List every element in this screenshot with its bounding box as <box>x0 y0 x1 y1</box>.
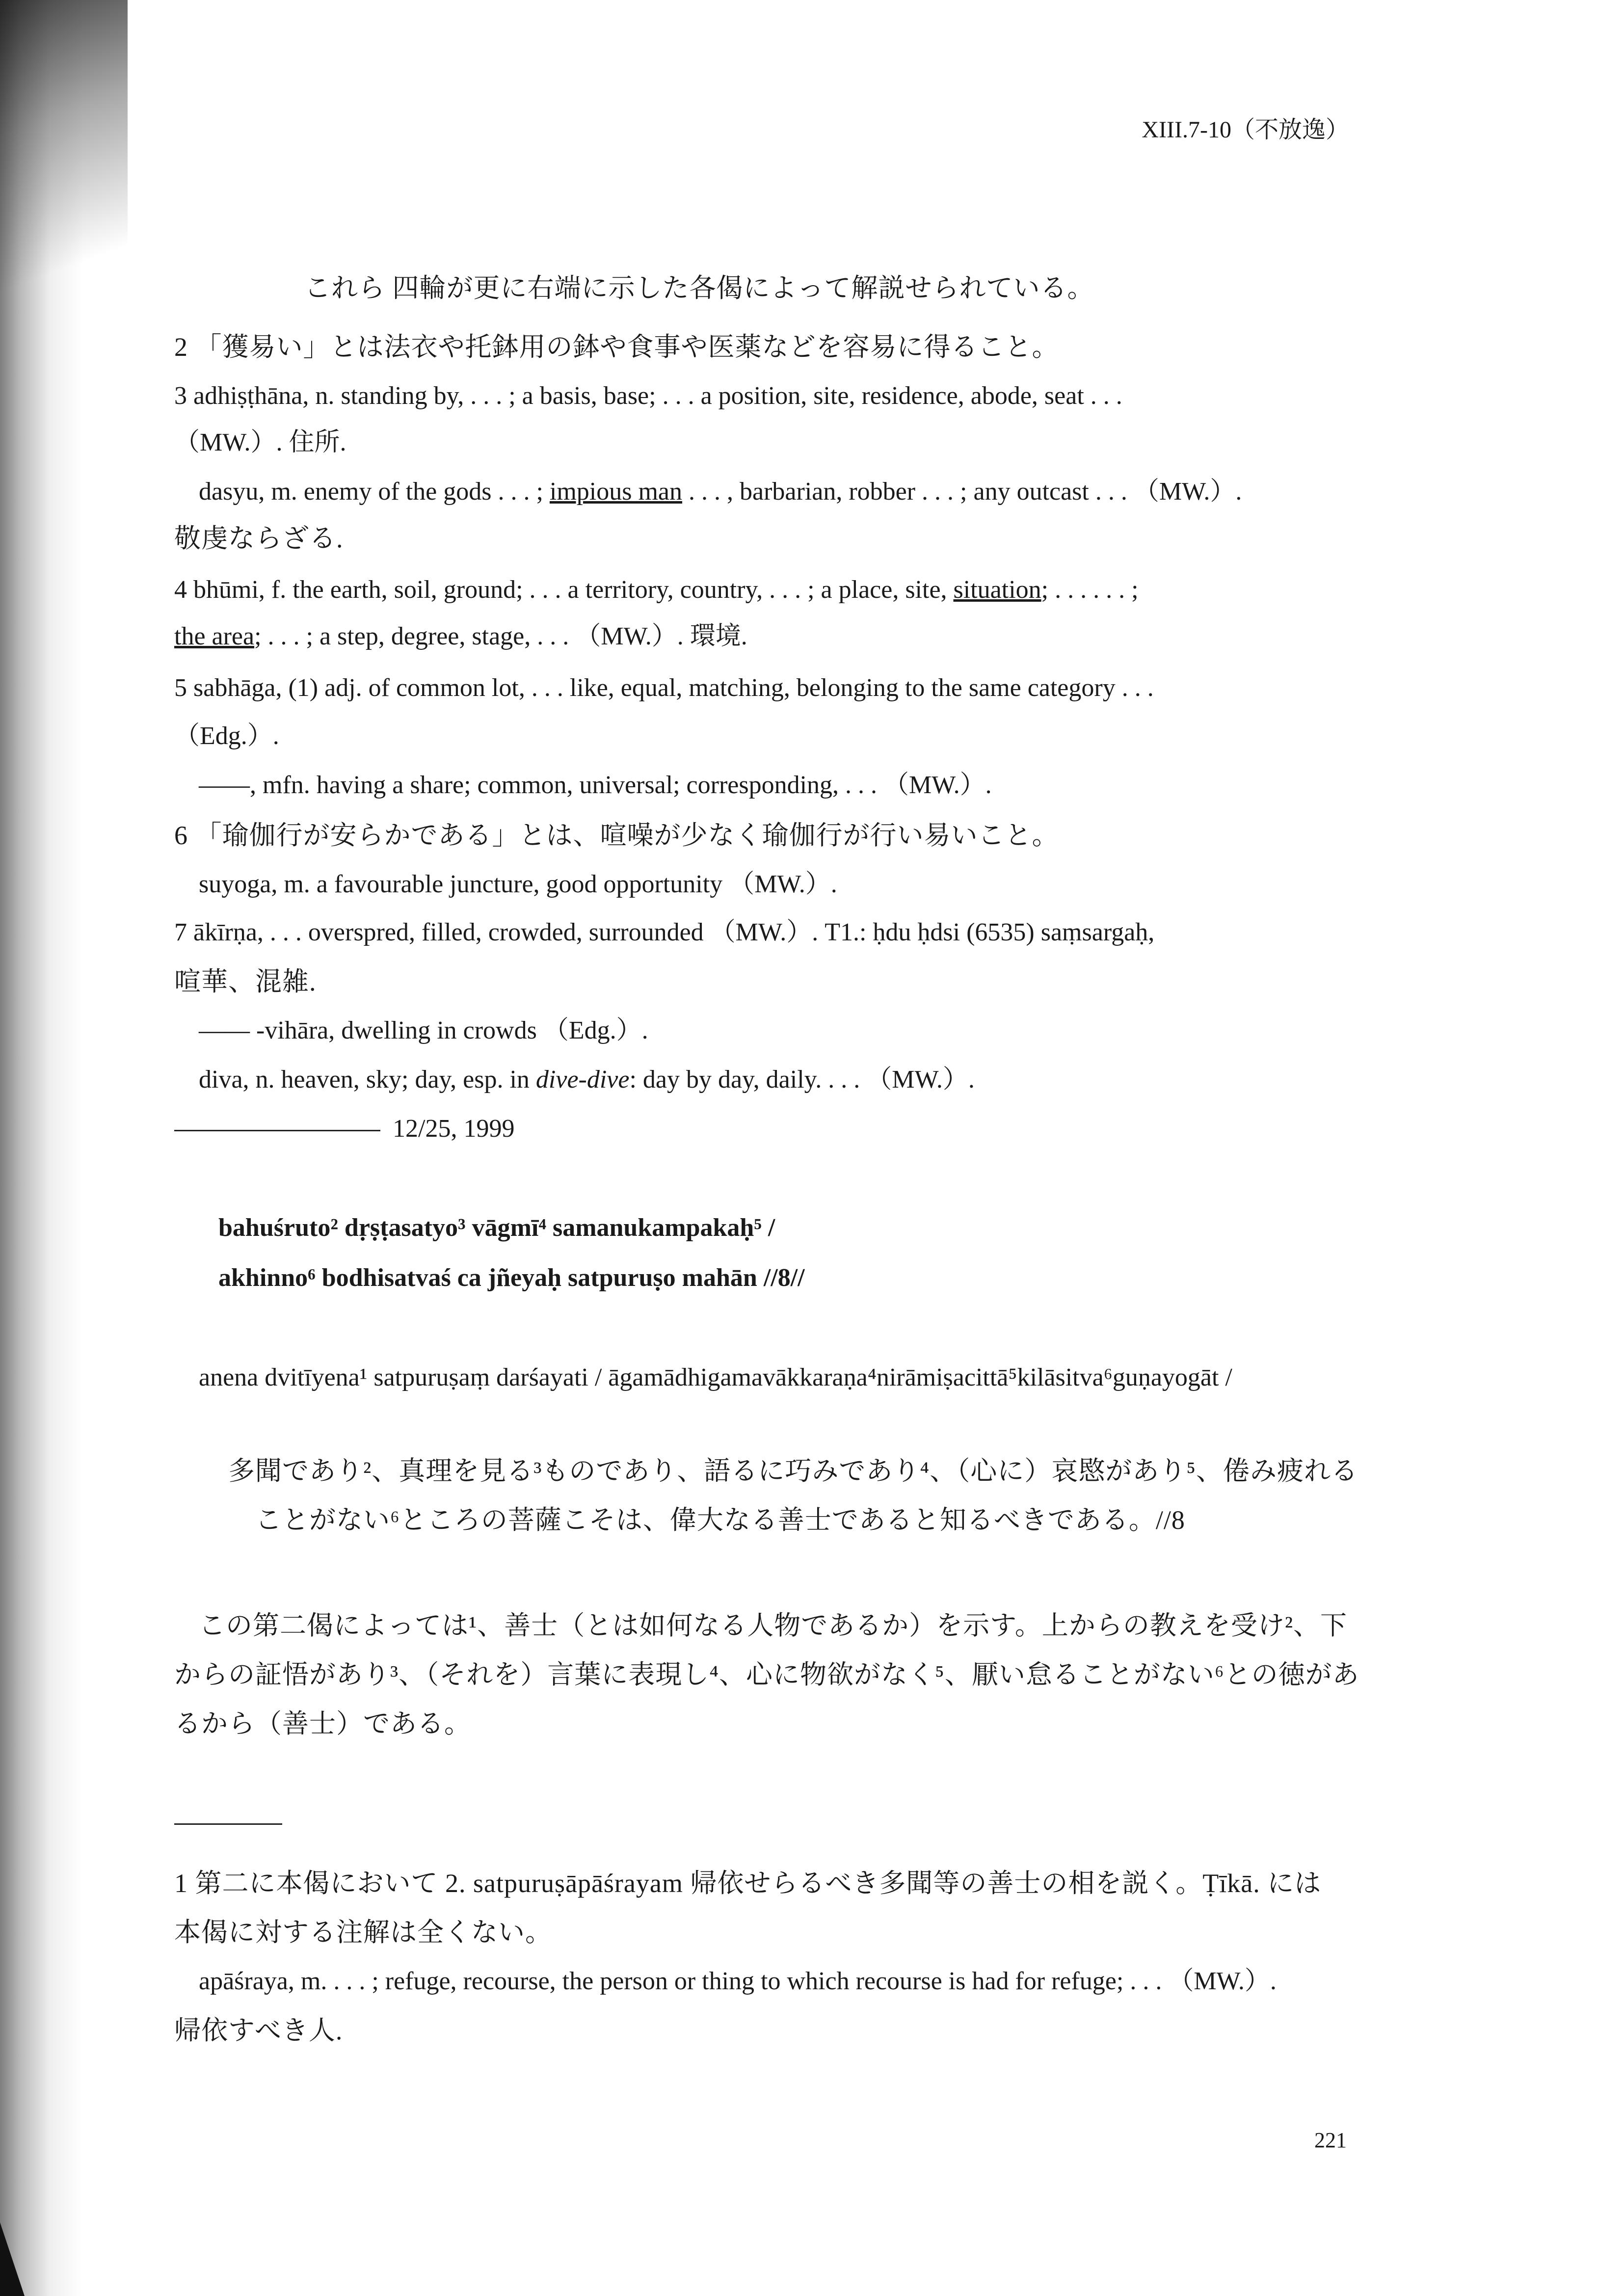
translation-line-1: 多聞であり²、真理を見る³ものであり、語るに巧みであり⁴、（心に）哀愍があり⁵、倦み疲れる <box>228 1456 1358 1486</box>
footnote-3-dasyu <box>199 476 1242 507</box>
scan-shadow-top <box>0 0 128 344</box>
note-1-line2: 本偈に対する注解は全くない。 <box>174 1918 552 1947</box>
footnote-5-line2: （Edg.）. <box>174 722 279 750</box>
explanation-line-3: るから（善士）である。 <box>174 1709 471 1738</box>
footnote-7-line3: ―― -vihāra, dwelling in crowds （Edg.）. <box>199 1016 648 1044</box>
footnote-separator <box>174 1823 282 1825</box>
note-1-line3: apāśraya, m. . . . ; refuge, recourse, the person or thing to which recourse is had for refuge; . . . （MW.）. <box>199 1967 1277 1995</box>
footnote-2: 2 「獲易い」とは法衣や托鉢用の鉢や食事や医薬などを容易に得ること。 <box>174 332 1059 362</box>
scan-shadow-left <box>0 0 83 2296</box>
footnote-6-line1: 6 「瑜伽行が安らかである」とは、喧噪が少なく瑜伽行が行い易いこと。 <box>174 821 1059 850</box>
footnote-3-line4: 敬虔ならざる. <box>174 524 344 553</box>
footnote-3-line1: 3 adhiṣṭhāna, n. standing by, . . . ; a basis, base; . . . a position, site, residence, abode, seat . . . <box>174 382 1122 410</box>
note-1-line1: 1 第二に本偈において 2. satpuruṣāpāśrayam 帰依せらるべき多聞等の善士の相を説く。Ṭīkā. には <box>174 1869 1322 1898</box>
footnote-4-line2 <box>174 621 747 652</box>
footnote-5-line3: ――, mfn. having a share; common, universal; corresponding, . . . （MW.）. <box>199 771 992 799</box>
bhumi-post: ; . . . . . . ; <box>1041 576 1139 604</box>
diva-pre: diva, n. heaven, sky; day, esp. in <box>199 1066 536 1094</box>
footnote-3-line2: （MW.）. 住所. <box>174 428 346 456</box>
footnote-intro: これら 四輪が更に右端に示した各偈によって解説せられている。 <box>304 273 1094 303</box>
explanation-line-1: この第二偈によっては¹、善士（とは如何なる人物であるか）を示す。上からの教えを受け²、下 <box>199 1611 1348 1640</box>
verse-line-2: akhinno⁶ bodhisatvaś ca jñeyaḥ satpuruṣo mahān //8// <box>218 1264 805 1292</box>
footnote-5-line1: 5 sabhāga, (1) adj. of common lot, . . . like, equal, matching, belonging to the same category . . . <box>174 674 1154 702</box>
note-1-line4: 帰依すべき人. <box>174 2016 343 2045</box>
dasyu-underlined: impious man <box>549 478 683 506</box>
bhumi-pre: 4 bhūmi, f. the earth, soil, ground; . . . a territory, country, . . . ; a place, site, <box>174 576 954 604</box>
footnote-4-line1 <box>174 574 1139 606</box>
date-line: 12/25, 1999 <box>393 1115 515 1143</box>
footnote-6-line2: suyoga, m. a favourable juncture, good opportunity （MW.）. <box>199 870 837 898</box>
dasyu-pre: dasyu, m. enemy of the gods . . . ; <box>199 478 550 506</box>
running-header: XIII.7-10（不放逸） <box>1142 117 1349 143</box>
footnote-7-line4 <box>199 1064 975 1095</box>
verse-line-1: bahuśruto² dṛṣṭasatyo³ vāgmī⁴ samanukampakaḥ⁵ / <box>218 1214 775 1242</box>
page-number: 221 <box>1314 2128 1347 2152</box>
date-rule <box>174 1130 380 1131</box>
footnote-7-line2: 喧華、混雑. <box>174 967 317 996</box>
area-underlined: the area <box>174 622 255 650</box>
bhumi-underlined: situation <box>953 576 1041 604</box>
explanation-line-2: からの証悟があり³、（それを）言葉に表現し⁴、心に物欲がなく⁵、厭い怠ることがない⁶との徳があ <box>174 1660 1359 1689</box>
diva-post: : day by day, daily. . . . （MW.）. <box>629 1066 975 1094</box>
scan-corner-mark <box>0 2222 25 2296</box>
commentary-sanskrit: anena dvitīyena¹ satpuruṣaṃ darśayati / āgamādhigamavākkaraṇa⁴nirāmiṣacittā⁵kilāsitva⁶guṇayogāt / <box>199 1363 1232 1391</box>
translation-line-2: ことがない⁶ところの菩薩こそは、偉大なる善士であると知るべきである。//8 <box>255 1505 1185 1535</box>
dasyu-post: . . . , barbarian, robber . . . ; any outcast . . . （MW.）. <box>682 478 1242 506</box>
area-post: ; . . . ; a step, degree, stage, . . . （MW.）. 環境. <box>254 622 747 650</box>
footnote-7-line1: 7 ākīrṇa, . . . overspred, filled, crowded, surrounded （MW.）. T1.: ḥdu ḥdsi (6535) saṃsargaḥ, <box>174 918 1155 946</box>
diva-italic: dive-dive <box>535 1066 630 1094</box>
